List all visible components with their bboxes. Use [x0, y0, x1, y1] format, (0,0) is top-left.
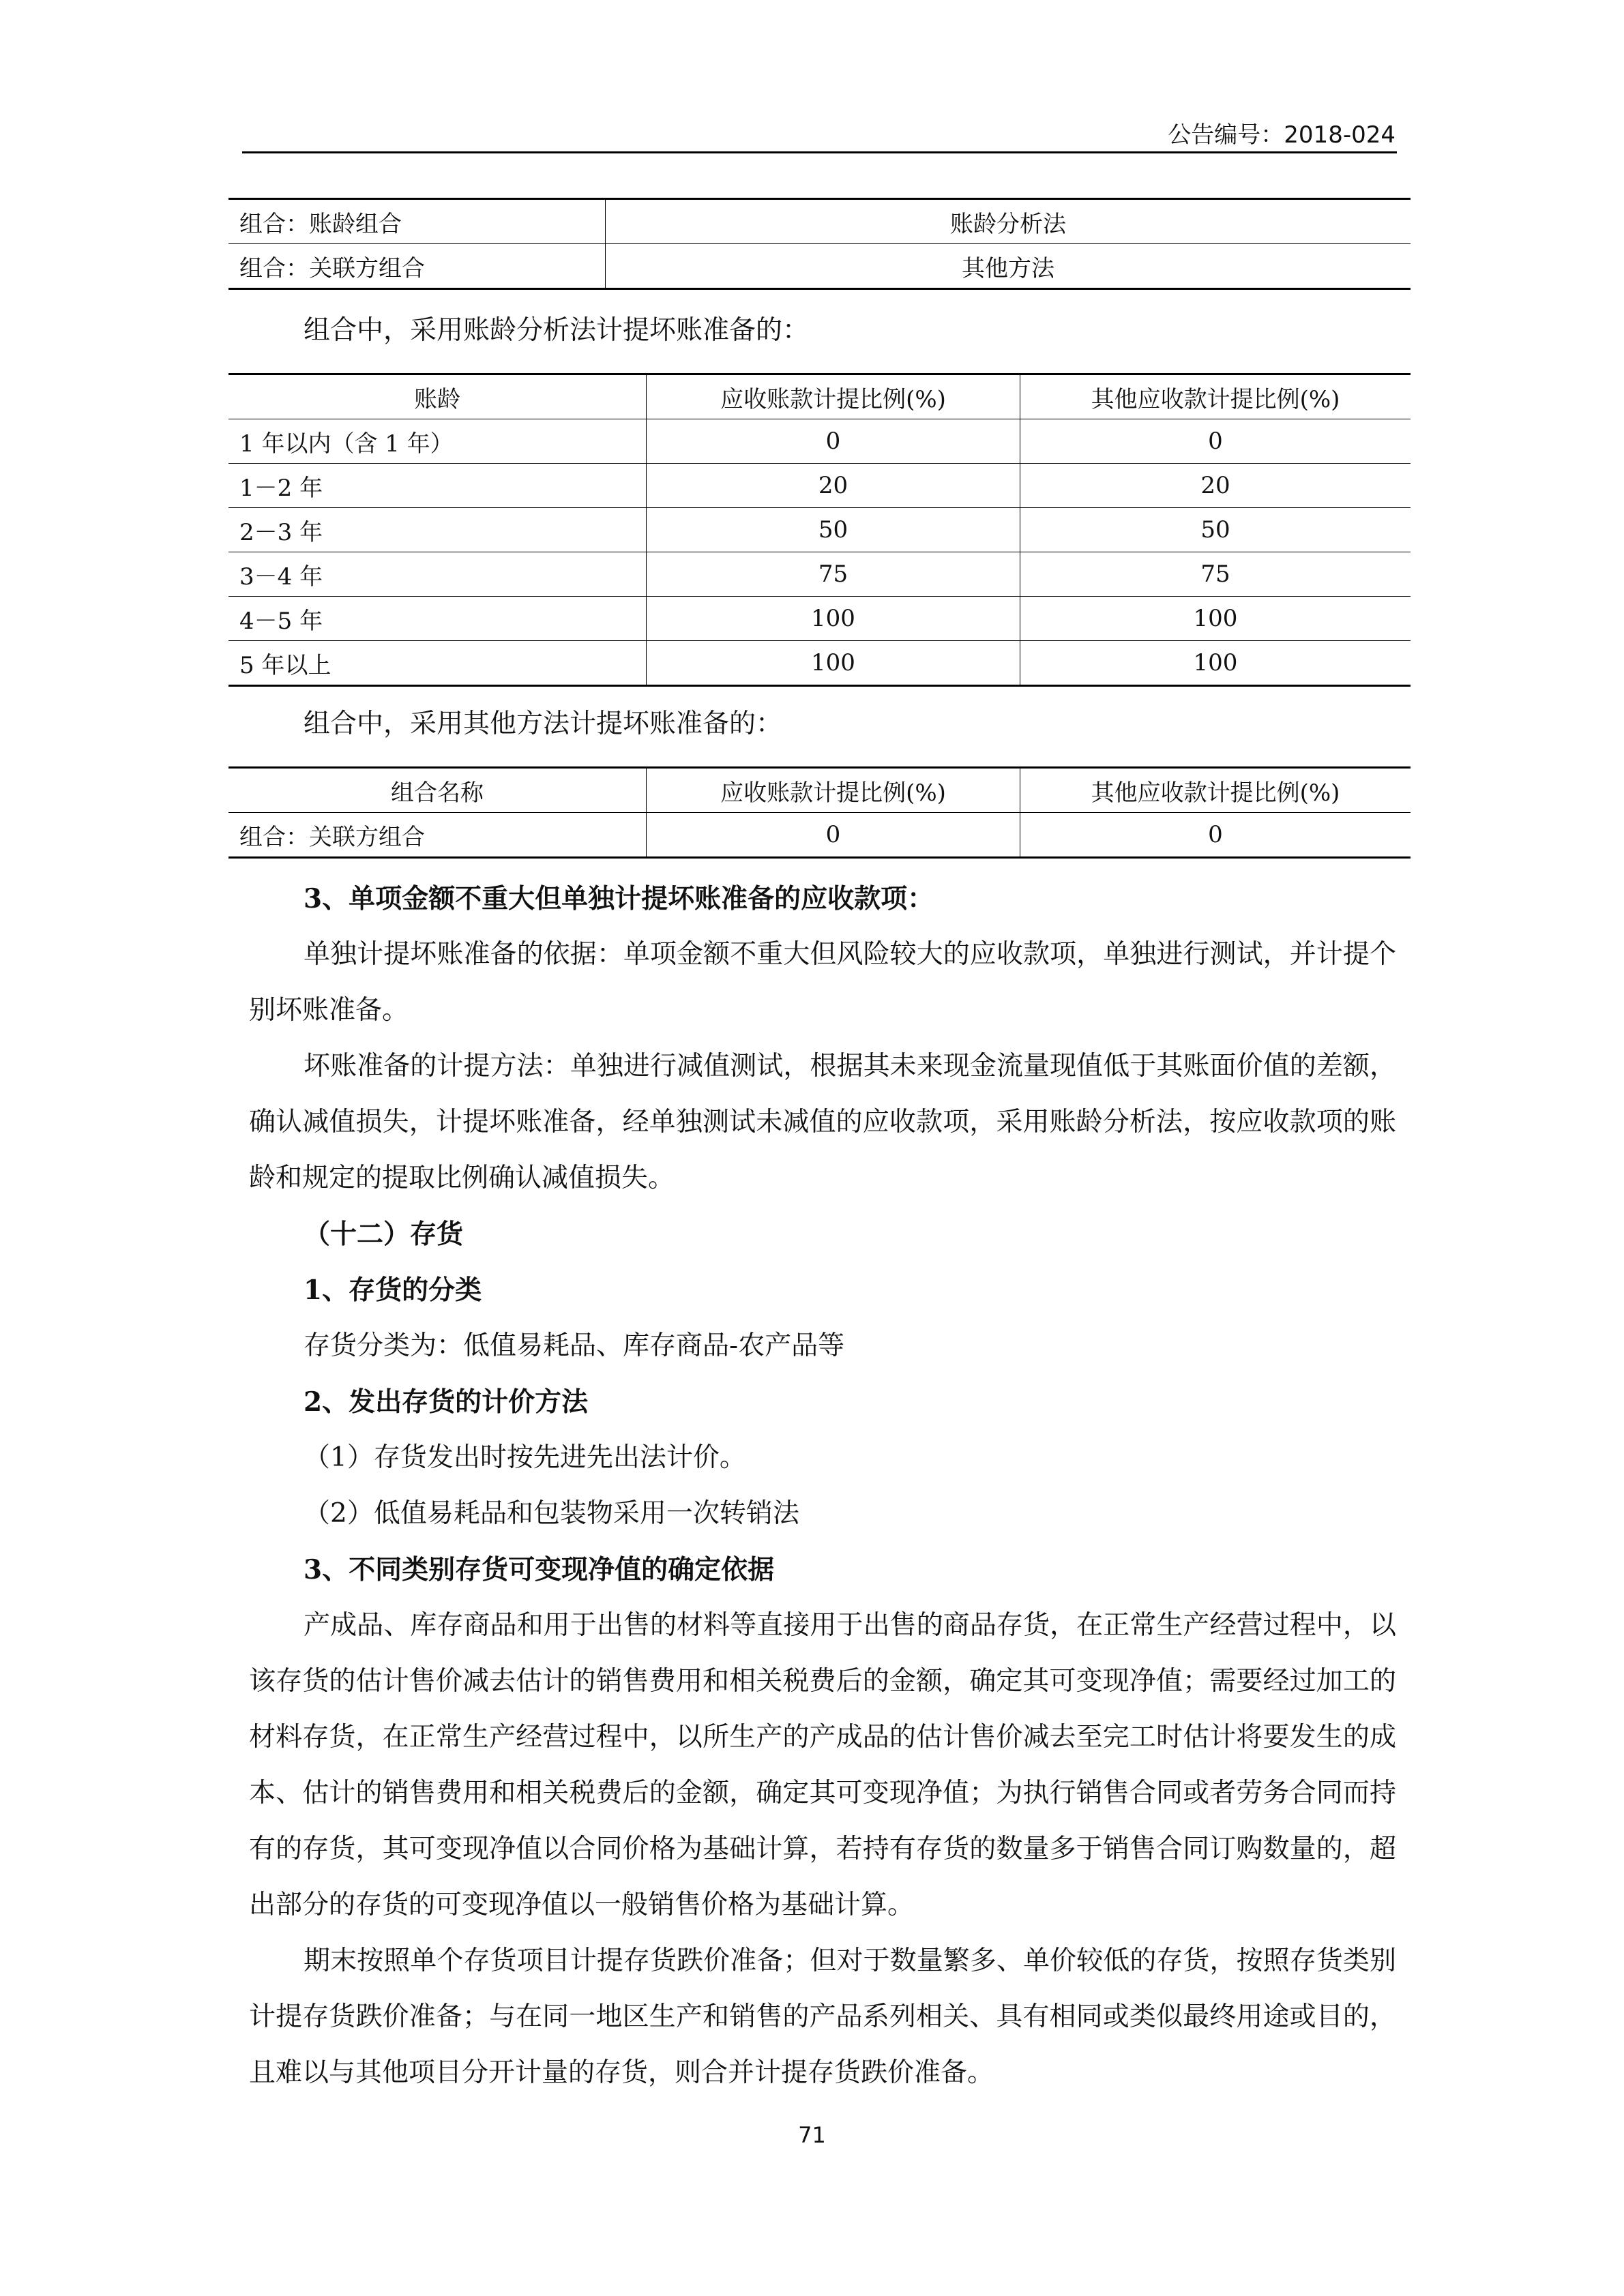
table-row: [228, 464, 1411, 508]
table-row: [228, 813, 1411, 858]
table-cell: 组合：关联方组合: [228, 244, 606, 289]
table-header-row: [228, 374, 1411, 419]
table-cell: 4－5 年: [228, 597, 647, 641]
table-row: [228, 508, 1411, 552]
table-header: 账龄: [228, 374, 647, 419]
table-row: [228, 597, 1411, 641]
page-number: 71: [798, 2122, 826, 2148]
announcement-number: 公告编号：2018-024: [1168, 121, 1396, 149]
table-cell: 组合：关联方组合: [228, 813, 647, 858]
heading-single-item: 3、单项金额不重大但单独计提坏账准备的应收款项：: [304, 883, 934, 914]
table-cell: 0: [1020, 813, 1411, 858]
heading-pricing: 2、发出存货的计价方法: [304, 1386, 589, 1418]
table-cell: 100: [1020, 641, 1411, 686]
table-header: 其他应收款计提比例(%): [1020, 374, 1411, 419]
table-cell: 5 年以上: [228, 641, 647, 686]
table-row: [228, 199, 1411, 244]
table-row: [228, 552, 1411, 597]
table-cell: 1 年以内（含 1 年）: [228, 419, 647, 464]
heading-inventory: （十二）存货: [304, 1219, 464, 1250]
table-cell: 0: [647, 419, 1020, 464]
paragraph-nrv-2: 期末按照单个存货项目计提存货跌价准备；但对于数量繁多、单价较低的存货，按照存货类别计提存货跌价准备；与在同一地区生产和销售的产品系列相关、具有相同或类似最终用途或目的，且难以与其他项目分开计量的存货，则合并计提存货跌价准备。: [249, 1945, 1396, 2088]
table-row: [228, 244, 1411, 289]
table-header: 应收账款计提比例(%): [647, 768, 1020, 813]
table-header: 其他应收款计提比例(%): [1020, 768, 1411, 813]
table-cell: 75: [647, 552, 1020, 597]
other-method-table: [228, 766, 1411, 859]
intro-other: 组合中，采用其他方法计提坏账准备的：: [304, 709, 783, 739]
table-cell: 100: [647, 641, 1020, 686]
table-cell: 20: [1020, 464, 1411, 508]
paragraph-pricing-1: （1）存货发出时按先进先出法计价。: [304, 1442, 746, 1473]
table-cell: 50: [647, 508, 1020, 552]
paragraph-nrv-1: 产成品、库存商品和用于出售的材料等直接用于出售的商品存货，在正常生产经营过程中，以该存货的估计售价减去估计的销售费用和相关税费后的金额，确定其可变现净值；需要经过加工的材料存货，在正常生产经营过程中，以所生产的产成品的估计售价减去至完工时估计将要发生的成本、估计的销售费用和相关税费后的金额，确定其可变现净值；为执行销售合同或者劳务合同而持有的存货，其可变现净值以合同价格为基础计算，若持有存货的数量多于销售合同订购数量的，超出部分的存货的可变现净值以一般销售价格为基础计算。: [249, 1610, 1396, 1920]
combo-method-table: [228, 198, 1411, 290]
table-cell: 100: [1020, 597, 1411, 641]
aging-rate-table: [228, 373, 1411, 687]
table-row: [228, 419, 1411, 464]
table-header: 组合名称: [228, 768, 647, 813]
paragraph-classification: 存货分类为：低值易耗品、库存商品-农产品等: [304, 1330, 845, 1361]
table-cell: 20: [647, 464, 1020, 508]
header-rule: [242, 151, 1397, 153]
table-header: 应收账款计提比例(%): [647, 374, 1020, 419]
heading-net-realizable-value: 3、不同类别存货可变现净值的确定依据: [304, 1554, 775, 1585]
intro-aging: 组合中，采用账龄分析法计提坏账准备的：: [304, 315, 810, 346]
table-header-row: [228, 768, 1411, 813]
table-cell: 0: [647, 813, 1020, 858]
table-cell: 3－4 年: [228, 552, 647, 597]
table-cell: 其他方法: [606, 244, 1411, 289]
table-cell: 账龄分析法: [606, 199, 1411, 244]
table-cell: 50: [1020, 508, 1411, 552]
table-cell: 组合：账龄组合: [228, 199, 606, 244]
table-cell: 0: [1020, 419, 1411, 464]
heading-classification: 1、存货的分类: [304, 1274, 482, 1306]
table-row: [228, 641, 1411, 686]
table-cell: 1－2 年: [228, 464, 647, 508]
table-cell: 2－3 年: [228, 508, 647, 552]
paragraph-method: 坏账准备的计提方法：单独进行减值测试，根据其未来现金流量现值低于其账面价值的差额，确认减值损失，计提坏账准备，经单独测试未减值的应收款项，采用账龄分析法，按应收款项的账龄和规定的提取比例确认减值损失。: [249, 1051, 1396, 1193]
paragraph-basis: 单独计提坏账准备的依据：单项金额不重大但风险较大的应收款项，单独进行测试，并计提个别坏账准备。: [249, 939, 1396, 1026]
paragraph-pricing-2: （2）低值易耗品和包装物采用一次转销法: [304, 1498, 799, 1529]
table-cell: 75: [1020, 552, 1411, 597]
table-cell: 100: [647, 597, 1020, 641]
